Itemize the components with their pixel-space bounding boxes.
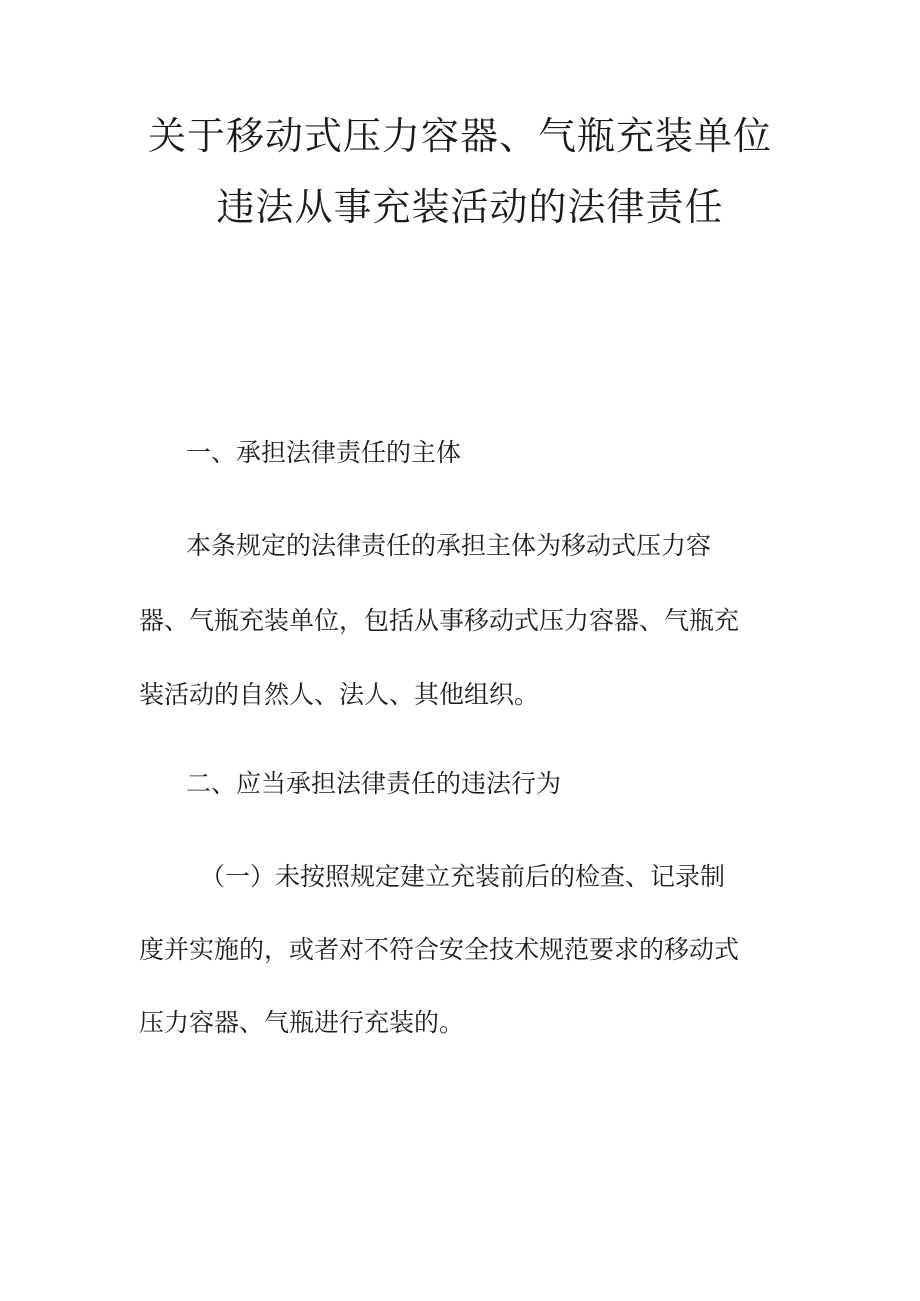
document-title-line-1: 关于移动式压力容器、气瓶充装单位	[147, 114, 772, 158]
section-2-paragraph-line: 压力容器、气瓶进行充装的。	[139, 1008, 465, 1037]
section-1-paragraph-line: 装活动的自然人、法人、其他组织。	[139, 680, 540, 709]
document-title-line-2: 违法从事充装活动的法律责任	[216, 185, 724, 229]
section-1-heading: 一、承担法律责任的主体	[186, 438, 462, 467]
section-2-paragraph-line: 度并实施的，或者对不符合安全技术规范要求的移动式	[139, 935, 740, 964]
section-1-paragraph-line: 本条规定的法律责任的承担主体为移动式压力容	[186, 531, 712, 560]
section-1-paragraph-line: 器、气瓶充装单位，包括从事移动式压力容器、气瓶充	[139, 606, 740, 635]
section-2-paragraph-line: （一）未按照规定建立充装前后的检查、记录制	[200, 862, 726, 891]
section-2-heading: 二、应当承担法律责任的违法行为	[186, 769, 562, 798]
